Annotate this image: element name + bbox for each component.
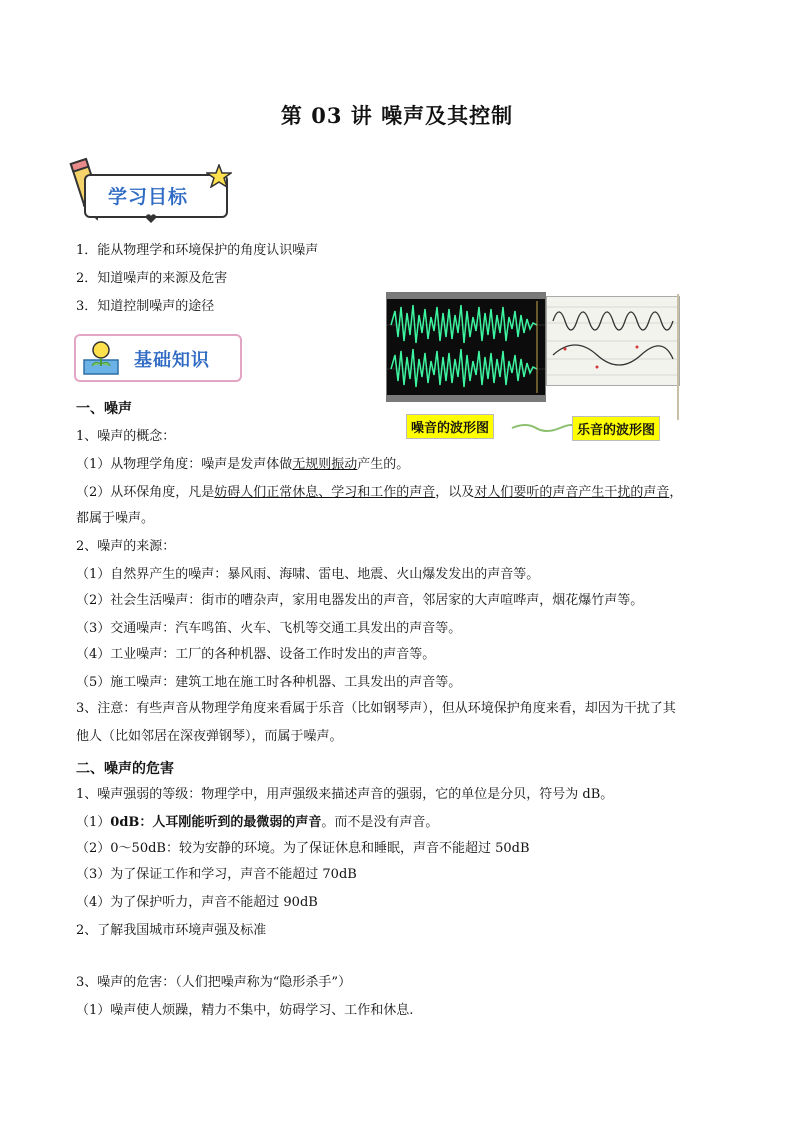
basic-knowledge-banner [72, 332, 244, 384]
note-line-1: 3、注意：有些声音从物理学角度来看属于乐音（比如钢琴声），但从环境保护角度来看，却因为干扰了其 [76, 701, 676, 716]
note-line-2: 他人（比如邻居在深夜弹钢琴），而属于噪声。 [76, 729, 343, 744]
harm-item-1: （1）噪声使人烦躁，精力不集中，妨碍学习、工作和休息. [76, 1003, 414, 1018]
heart-icon [145, 214, 157, 224]
concept-environment-line2: 都属于噪声。 [76, 511, 155, 526]
goal-item-2: 2．知道噪声的来源及危害 [76, 271, 228, 286]
text-span: （2）从环保角度，凡是 [76, 485, 215, 500]
source-item-4: （4）工业噪声：工厂的各种机器、设备工作时发出的声音等。 [76, 647, 436, 662]
learning-goals-banner [68, 156, 238, 226]
underlined-term: 无规则振动 [292, 457, 358, 472]
goal-item-1: 1．能从物理学和环境保护的角度认识噪声 [76, 243, 319, 258]
source-item-1: （1）自然界产生的噪声：暴风雨、海啸、雷电、地震、火山爆发发出的声音等。 [76, 567, 540, 582]
level-item-2: （2）0～50dB：较为安静的环境。为了保证休息和睡眠，声音不能超过 50dB [76, 841, 530, 856]
harm-title: 3、噪声的危害：（人们把噪声称为“隐形杀手”） [76, 975, 352, 990]
learning-goals-label: 学习目标 [108, 186, 189, 208]
source-item-3: （3）交通噪声：汽车鸣笛、火车、飞机等交通工具发出的声音等。 [76, 621, 462, 636]
concept-environment [76, 484, 682, 502]
text-span: （1）从物理学角度：噪声是发声体做 [76, 457, 293, 472]
lightbulb-book-icon [80, 336, 122, 378]
waveform-figure [386, 290, 682, 440]
star-icon [206, 164, 232, 188]
page-title: 第 03 讲 噪声及其控制 [280, 103, 514, 128]
level-item-4: （4）为了保护听力，声音不能超过 90dB [76, 895, 318, 910]
underlined-term: 对人们要听的声音产生干扰的声音 [474, 485, 670, 500]
section-harm-heading: 二、噪声的危害 [76, 761, 174, 777]
source-title: 2、噪声的来源： [76, 539, 176, 554]
text-span: （1） [76, 815, 111, 830]
text-span: 产生的。 [357, 457, 410, 472]
underlined-term: 妨碍人们正常休息、学习和工作的声音 [214, 485, 436, 500]
music-waveform-label: 乐音的波形图 [572, 416, 660, 441]
concept-title: 1、噪声的概念： [76, 429, 176, 444]
section-noise-heading: 一、噪声 [76, 401, 132, 417]
bold-term: 0dB：人耳刚能听到的最微弱的声音 [110, 815, 322, 830]
text-span: ，以及 [435, 485, 475, 500]
noise-waveform-label: 噪音的波形图 [406, 414, 494, 439]
goal-item-3: 3．知道控制噪声的途径 [76, 299, 215, 314]
concept-physics [76, 456, 409, 474]
text-span: 。而不是没有声音。 [321, 815, 439, 830]
levels-title: 1、噪声强弱的等级：物理学中，用声强级来描述声音的强弱，它的单位是分贝，符号为 dB。 [76, 787, 614, 802]
basic-knowledge-label: 基础知识 [134, 350, 210, 371]
standards-line: 2、了解我国城市环境声强及标准 [76, 923, 267, 938]
source-item-5: （5）施工噪声：建筑工地在施工时各种机器、工具发出的声音等。 [76, 675, 462, 690]
level-item-3: （3）为了保证工作和学习，声音不能超过 70dB [76, 867, 357, 882]
text-span: ， [669, 485, 683, 500]
source-item-2: （2）社会生活噪声：街市的嘈杂声，家用电器发出的声音，邻居家的大声喧哗声，烟花爆竹声等。 [76, 593, 644, 608]
level-item-1 [76, 814, 438, 832]
